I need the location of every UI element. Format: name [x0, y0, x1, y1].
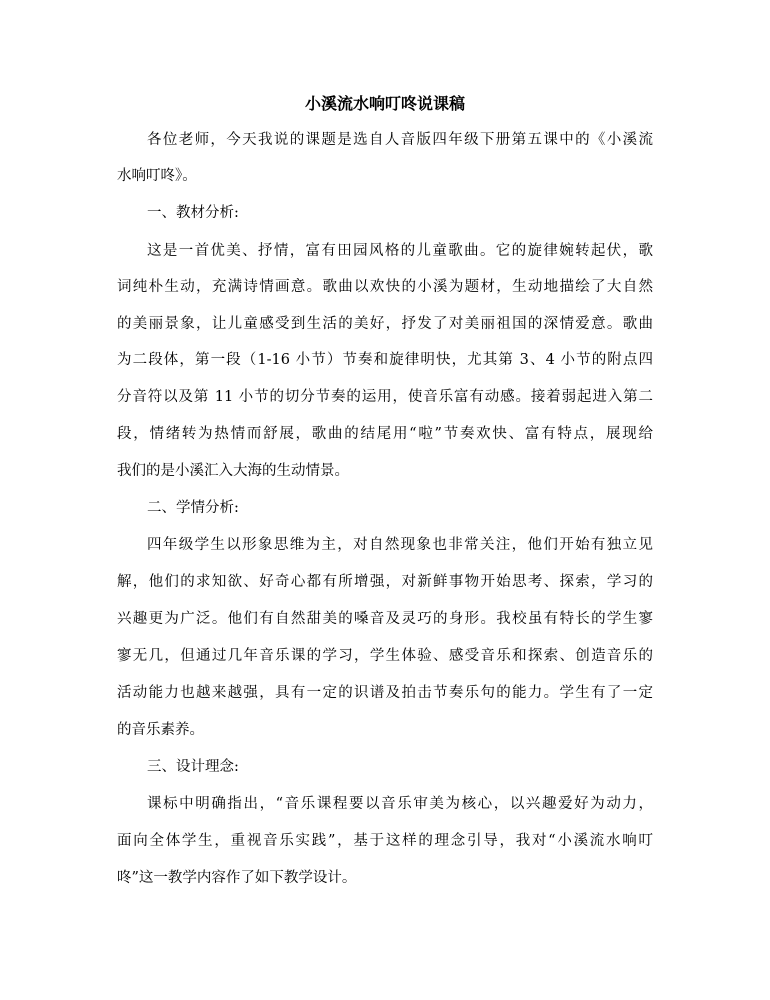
textbook-analysis-line-1: 这是一首优美、抒情，富有田园风格的儿童歌曲。它的旋律婉转起伏，歌 [147, 243, 653, 259]
student-analysis-line-1: 四年级学生以形象思维为主，对自然现象也非常关注，他们开始有独立见 [147, 537, 653, 553]
student-analysis-line-4: 寥无几，但通过几年音乐课的学习，学生体验、感受音乐和探索、创造音乐的 [117, 648, 653, 664]
design-concept-line-1: 课标中明确指出，“音乐课程要以音乐审美为核心，以兴趣爱好为动力， [147, 796, 653, 812]
textbook-analysis-line-6: 段，情绪转为热情而舒展，歌曲的结尾用“啦”节奏欢快、富有特点，展现给 [117, 426, 653, 442]
student-analysis-line-3: 兴趣更为广泛。他们有自然甜美的嗓音及灵巧的身形。我校虽有特长的学生寥 [117, 611, 653, 627]
section-heading-student-analysis: 二、学情分析: [147, 500, 239, 516]
textbook-analysis-line-3: 的美丽景象，让儿童感受到生活的美好，抒发了对美丽祖国的深情爱意。歌曲 [117, 316, 653, 332]
intro-line-1: 各位老师，今天我说的课题是选自人音版四年级下册第五课中的《小溪流 [147, 132, 653, 148]
textbook-analysis-line-2: 词纯朴生动，充满诗情画意。歌曲以欢快的小溪为题材，生动地描绘了大自然 [117, 279, 653, 295]
document-title: 小溪流水响叮咚说课稿 [304, 94, 465, 113]
textbook-analysis-line-5: 分音符以及第 11 小节的切分节奏的运用，使音乐富有动感。接着弱起进入第二 [117, 389, 653, 405]
textbook-analysis-line-7: 我们的是小溪汇入大海的生动情景。 [117, 463, 349, 479]
student-analysis-line-5: 活动能力也越来越强，具有一定的识谱及拍击节奏乐句的能力。学生有了一定 [117, 685, 653, 701]
textbook-analysis-line-4: 为二段体，第一段（1-16 小节）节奏和旋律明快，尤其第 3、4 小节的附点四 [117, 352, 653, 368]
design-concept-line-3: 咚”这一教学内容作了如下教学设计。 [117, 870, 357, 886]
design-concept-line-2: 面向全体学生，重视音乐实践”，基于这样的理念引导，我对“小溪流水响叮 [117, 833, 653, 849]
intro-line-2: 水响叮咚》。 [117, 168, 197, 184]
section-heading-textbook-analysis: 一、教材分析: [147, 205, 239, 221]
section-heading-design-concept: 三、设计理念: [147, 759, 239, 775]
student-analysis-line-2: 解，他们的求知欲、好奇心都有所增强，对新鲜事物开始思考、探索，学习的 [117, 574, 653, 590]
student-analysis-line-6: 的音乐素养。 [117, 722, 204, 738]
